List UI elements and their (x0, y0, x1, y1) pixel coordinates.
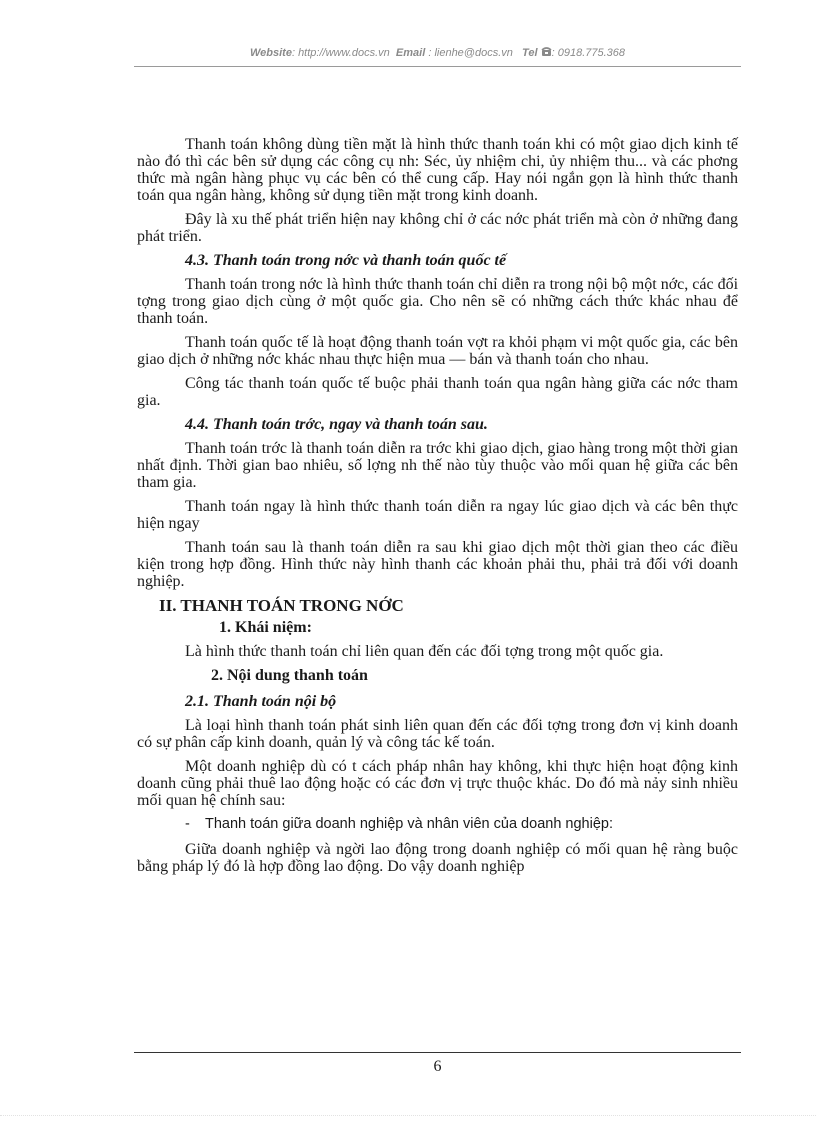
tel-label: Tel (522, 47, 538, 59)
email-label: Email (395, 47, 426, 59)
section-heading-1: 1. Khái niệm: (219, 619, 312, 636)
paragraph: Thanh toán không dùng tiền mặt là hình thức thanh toán khi có một giao dịch kinh tế nào đó thì các bên sử dụng các công cụ nh: Séc, ủy nhiệm chi, ủy nhiệm thu... và các phơng thức mà ngân hàng phục vụ các bên có thể cung cấp. Hay nói ngắn gọn là hình thức thanh toán qua ngân hàng, không sử dụng tiền mặt trong kinh doanh. (137, 136, 738, 204)
paragraph: Một doanh nghiệp dù có t cách pháp nhân hay không, khi thực hiện hoạt động kinh doanh cũng phải thuê lao động hoặc có các đơn vị trực thuộc khác. Do đó mà nảy sinh nhiều mối quan hệ chính sau: (137, 758, 738, 809)
paragraph: Giữa doanh nghiệp và ngời lao động trong doanh nghiệp có mối quan hệ ràng buộc bằng pháp lý đó là hợp đồng lao động. Do vậy doanh nghiệp (137, 841, 738, 875)
header-divider (134, 66, 741, 67)
paragraph: Là hình thức thanh toán chỉ liên quan đến các đối tợng trong một quốc gia. (185, 643, 664, 660)
section-heading-4-4: 4.4. Thanh toán trớc, ngay và thanh toán sau. (185, 416, 488, 433)
chapter-heading-ii: II. THANH TOÁN TRONG NỚC (159, 596, 404, 615)
tel-value: : 0918.775.368 (551, 47, 626, 59)
section-heading-2-1: 2.1. Thanh toán nội bộ (185, 693, 337, 710)
paragraph: Thanh toán quốc tế là hoạt động thanh toán vợt ra khỏi phạm vi một quốc gia, các bên giao dịch ở những nớc khác nhau thực hiện mua — bán và thanh toán cho nhau. (137, 334, 738, 368)
page-edge (0, 1115, 816, 1116)
page-header (134, 47, 741, 63)
page-number: 6 (433, 1058, 442, 1075)
paragraph: Thanh toán trong nớc là hình thức thanh toán chỉ diễn ra trong nội bộ một nớc, các đối tợng trong giao dịch cùng ở một quốc gia. Cho nên sẽ có những cách thức khác nhau để thanh toán. (137, 276, 739, 327)
footer-divider (134, 1052, 741, 1053)
paragraph: Thanh toán sau là thanh toán diễn ra sau khi giao dịch một thời gian theo các điều kiện trong hợp đồng. Hình thức này hình thanh các khoản phải thu, phải trả đối với doanh nghiệp. (137, 539, 738, 590)
paragraph: Đây là xu thế phát triển hiện nay không chỉ ở các nớc phát triển mà còn ở những đang phát triển. (137, 211, 738, 245)
paragraph: Thanh toán trớc là thanh toán diễn ra trớc khi giao dịch, giao hàng trong một thời gian nhất định. Thời gian bao nhiêu, số lợng nh thế nào tùy thuộc vào mối quan hệ giữa các bên tham gia. (137, 440, 738, 491)
website-label: Website (249, 47, 292, 59)
document-body (137, 136, 738, 875)
section-heading-4-3: 4.3. Thanh toán trong nớc và thanh toán quốc tế (185, 252, 507, 269)
paragraph: Là loại hình thanh toán phát sinh liên quan đến các đối tợng trong đơn vị kinh doanh có sự phân cấp kinh doanh, quản lý và công tác kế toán. (137, 717, 738, 751)
bullet-dash: - (185, 816, 190, 832)
website-value: : http://www.docs.vn (291, 47, 390, 59)
email-value: : lienhe@docs.vn (428, 47, 513, 59)
paragraph: Thanh toán ngay là hình thức thanh toán diễn ra ngay lúc giao dịch và các bên thực hiện ngay (137, 498, 738, 532)
phone-icon (541, 47, 552, 59)
bullet-item (185, 816, 738, 833)
bullet-text: Thanh toán giữa doanh nghiệp và nhân viên của doanh nghiệp: (205, 816, 613, 832)
paragraph: Công tác thanh toán quốc tế buộc phải thanh toán qua ngân hàng giữa các nớc tham gia. (137, 375, 738, 409)
section-heading-2: 2. Nội dung thanh toán (211, 667, 368, 684)
